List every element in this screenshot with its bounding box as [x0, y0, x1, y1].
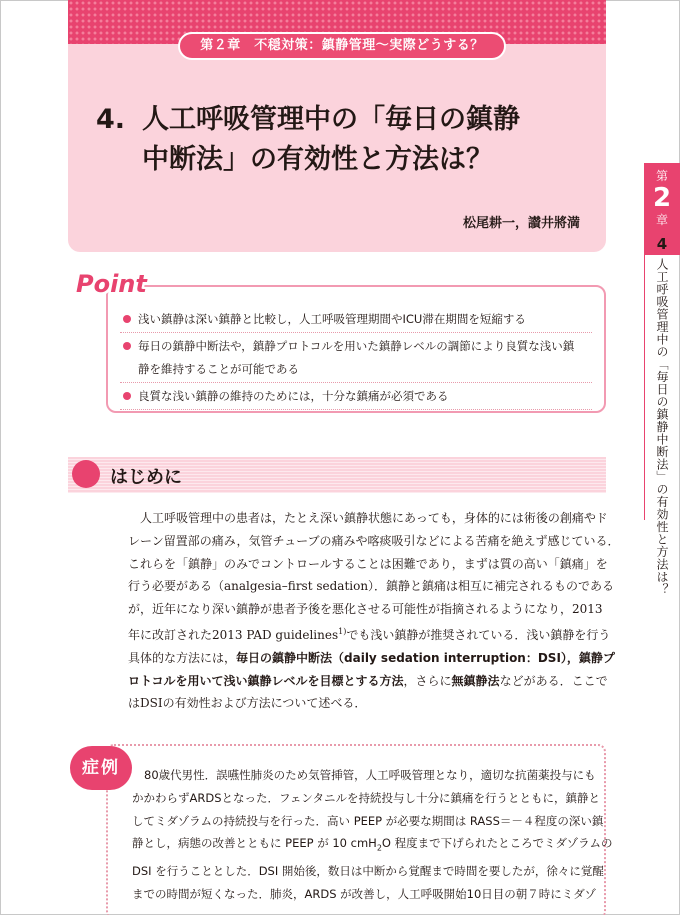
point-item-text: 静を維持することが可能である	[138, 362, 299, 376]
body-text-fragment: などがある．ここで	[499, 673, 608, 688]
case-text	[132, 764, 613, 906]
bold-term-protocol: ロトコルを用いて浅い鎮静レベルを目標とする方法	[128, 673, 404, 688]
case-text-fragment: O 程度まで下げられたところでミダゾラムの	[381, 836, 613, 851]
title-line-2: 中断法」の有効性と方法は？	[142, 144, 493, 175]
side-vertical-title: 人工呼吸管理中の「毎日の鎮静中断法」の有効性と方法は？	[655, 258, 669, 596]
section-dot-icon	[72, 460, 100, 488]
side-tab-label-top: 第	[655, 169, 668, 183]
body-line	[128, 670, 606, 693]
side-section-number: 4	[656, 235, 668, 253]
body-text-fragment: 年に改訂された2013 PAD guidelines	[128, 627, 339, 642]
body-line	[128, 647, 615, 670]
point-item-text: 良質な浅い鎮静の維持のためには，十分な鎮痛が必須である	[138, 389, 449, 403]
point-item-text: 毎日の鎮静中断法や，鎮静プロトコルを用いた鎮静レベルの調節により良質な浅い鎮	[138, 339, 575, 353]
body-line: 人工呼吸管理中の患者は，たとえ深い鎮静状態にあっても，身体的には術後の創痛やド	[140, 511, 608, 525]
title-number: 4.	[96, 104, 126, 135]
body-text-fragment: でも浅い鎮静が推奨されている．浅い鎮静を行う	[346, 627, 611, 642]
case-text-fragment: 静とし，病態の改善とともに PEEP が 10 cmH	[132, 836, 377, 851]
body-line: これらを「鎮静」のみでコントロールすることは困難であり，まずは質の高い「鎮痛」を	[128, 556, 608, 571]
bullet-icon	[123, 392, 131, 400]
case-line: してミダゾラムの持続投与を行った．高い PEEP が必要な期間は RASS＝－４程度の深い鎮	[132, 813, 604, 828]
subscript: 2	[376, 843, 382, 853]
bold-term-no-sedation: 無鎮静法	[451, 673, 500, 688]
chapter-label: 第２章 不穏対策：鎮静管理〜実際どうする？	[178, 32, 506, 60]
point-item	[120, 333, 592, 359]
side-tab-chapter-number: 2	[652, 183, 672, 213]
body-line: 行う必要がある（analgesia–first sedation）．鎮静と鎮痛は相互に補完されるものである	[128, 579, 615, 594]
point-item-text: 浅い鎮静は深い鎮静と比較し，人工呼吸管理期間やICU滞在期間を短縮する	[138, 312, 526, 326]
point-item	[120, 306, 592, 333]
bullet-icon	[123, 342, 131, 350]
case-line: までの時間が短くなった．肺炎，ARDS が改善し，人工呼吸開始10日目の朝７時にミダゾ	[132, 887, 596, 902]
body-line: が，近年になり深い鎮静が患者予後を悪化させる可能性が指摘されるようになり，2013	[128, 602, 603, 617]
body-line: はDSIの有効性および方法について述べる．	[128, 696, 367, 711]
title-line-1: 人工呼吸管理中の「毎日の鎮静	[142, 104, 520, 135]
body-line: レーン留置部の痛み，気管チューブの痛みや喀痰吸引などによる苦痛を絶えず感じている．	[128, 533, 620, 548]
case-line: かかわらずARDSとなった．フェンタニルを持続投与し十分に鎮痛を行うとともに，鎮静と	[132, 790, 600, 805]
body-line	[128, 621, 611, 647]
case-line	[132, 832, 613, 860]
case-line: DSI を行うこととした．DSI 開始後，数日は中断から覚醒まで時間を要したが，徐々に覚醒	[132, 864, 604, 879]
bullet-icon	[123, 315, 131, 323]
section-title: はじめに	[110, 467, 182, 488]
reference-marker: 1)	[338, 626, 347, 636]
point-item	[120, 383, 592, 410]
bold-term-dsi: 毎日の鎮静中断法（daily sedation interruption：DSI），鎮静プ	[236, 650, 615, 665]
body-text-fragment: 具体的な方法には，	[128, 650, 237, 665]
point-item-continued	[120, 359, 592, 383]
body-text-fragment: ，さらに	[403, 673, 452, 688]
side-tab-label-bottom: 章	[655, 213, 668, 227]
side-divider	[644, 255, 645, 520]
case-badge: 症例	[70, 746, 132, 790]
body-text	[128, 507, 620, 715]
point-badge: Point	[76, 270, 147, 298]
case-line: 80歳代男性．誤嚥性肺炎のため気管挿管，人工呼吸管理となり，適切な抗菌薬投与にも	[144, 768, 596, 782]
authors: 松尾耕一，讃井將満	[462, 216, 580, 231]
point-list	[120, 306, 592, 410]
page-title	[96, 100, 576, 180]
